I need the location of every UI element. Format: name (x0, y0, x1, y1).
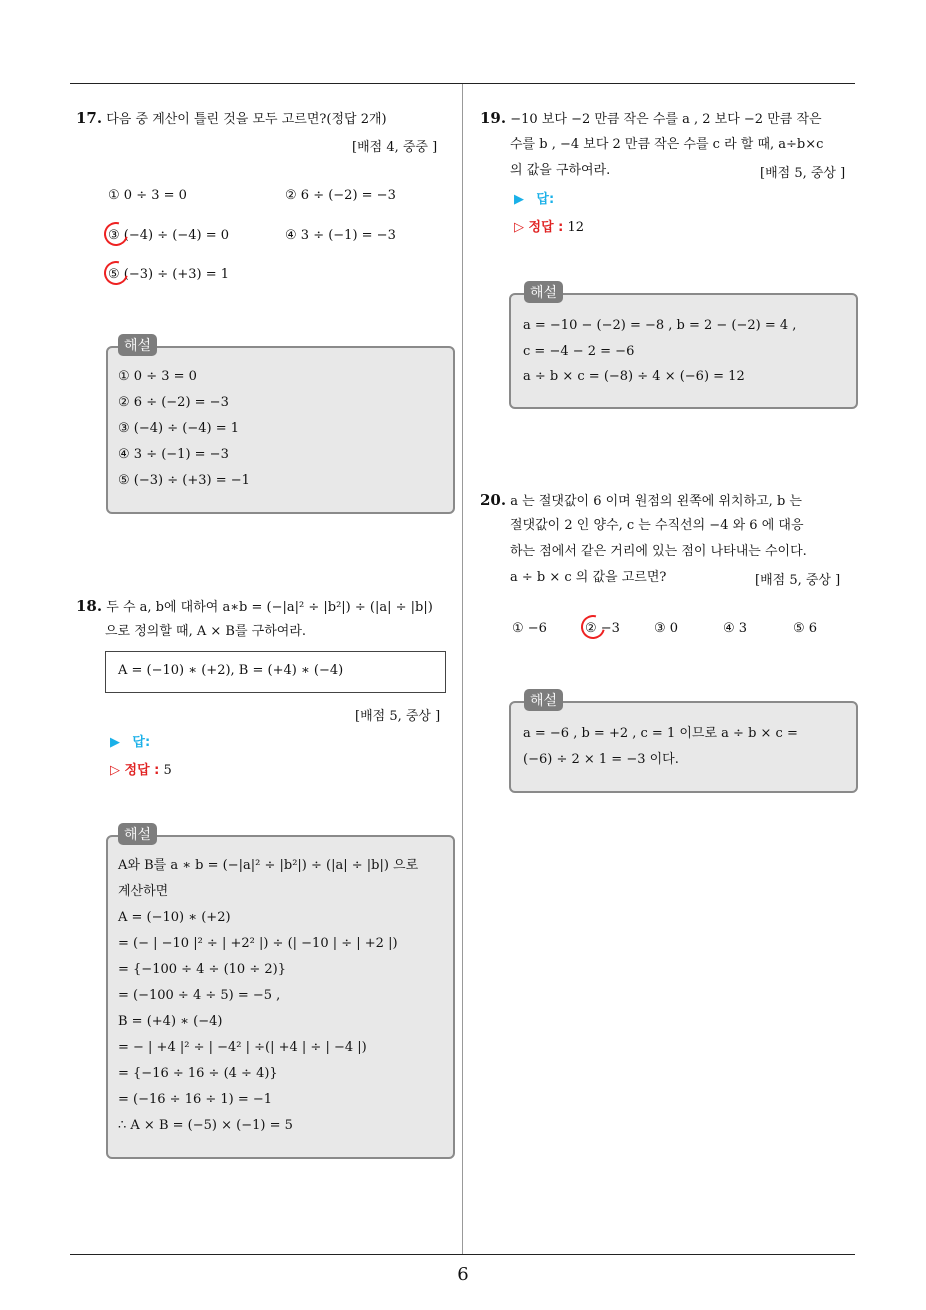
question-text: 하는 점에서 같은 거리에 있는 점이 나타내는 수이다. (510, 544, 807, 559)
solution-line: ∴ A × B = (−5) × (−1) = 5 (118, 1118, 293, 1133)
correct-answer-value: 12 (567, 220, 585, 235)
question-text: 의 값을 구하여라. (510, 163, 611, 178)
answer-mark-circle (577, 611, 610, 644)
solution-line: A = (−10) ∗ (+2) (118, 910, 231, 925)
solution-box (106, 346, 455, 514)
solution-line: A와 B를 a ∗ b = (−|a|² ÷ |b²|) ÷ (|a| ÷ |b|) 으로 (118, 858, 419, 873)
solution-line: = (−16 ÷ 16 ÷ 1) = −1 (118, 1092, 273, 1107)
answer-arrow-icon: ▶ (514, 192, 524, 207)
solution-box (106, 835, 455, 1159)
question-number: 19. (480, 109, 507, 127)
choice-5[interactable]: ⑤ (−3) ÷ (+3) = 1 (108, 267, 229, 282)
solution-line: = {−100 ÷ 4 ÷ (10 ÷ 2)} (118, 962, 286, 977)
solution-box (509, 701, 858, 793)
answer-label: 답: (536, 192, 555, 207)
solution-line: B = (+4) ∗ (−4) (118, 1014, 223, 1029)
correct-answer-label: ▷ 정답 : (514, 220, 564, 235)
question-text: a ÷ b × c 의 값을 고르면? (510, 570, 667, 585)
solution-line: a = −10 − (−2) = −8 , b = 2 − (−2) = 4 , (523, 318, 797, 333)
page-number: 6 (457, 1264, 469, 1285)
solution-line: = {−16 ÷ 16 ÷ (4 ÷ 4)} (118, 1066, 278, 1081)
choice-4[interactable]: ④ 3 ÷ (−1) = −3 (285, 228, 396, 243)
points-label: [배점 4, 중중 ] (352, 140, 438, 155)
choice-2[interactable]: ② 6 ÷ (−2) = −3 (285, 188, 396, 203)
bottom-rule (70, 1254, 855, 1255)
solution-box (509, 293, 858, 409)
column-divider (462, 84, 463, 1254)
solution-line: a ÷ b × c = (−8) ÷ 4 × (−6) = 12 (523, 369, 745, 384)
solution-tag: 해설 (118, 334, 157, 356)
solution-tag: 해설 (524, 689, 563, 711)
solution-line: 계산하면 (118, 884, 169, 899)
question-text: 수를 b , −4 보다 2 만큼 작은 수를 c 라 할 때, a÷b×c (510, 137, 824, 152)
question-number: 17. (76, 109, 103, 127)
question-text: 다음 중 계산이 틀린 것을 모두 고르면?(정답 2개) (106, 112, 387, 127)
question-text: a 는 절댓값이 6 이며 원점의 왼쪽에 위치하고, b 는 (510, 494, 802, 509)
answer-label: 답: (132, 735, 151, 750)
question-number: 20. (480, 491, 507, 509)
choice-3[interactable]: ③ (−4) ÷ (−4) = 0 (108, 228, 229, 243)
solution-line: c = −4 − 2 = −6 (523, 344, 635, 359)
solution-line: ① 0 ÷ 3 = 0 (118, 369, 197, 384)
question-number: 18. (76, 597, 103, 615)
solution-line: a = −6 , b = +2 , c = 1 이므로 a ÷ b × c = (523, 726, 798, 741)
answer-mark-circle (100, 257, 133, 290)
definition-box (105, 651, 446, 693)
solution-line: ⑤ (−3) ÷ (+3) = −1 (118, 473, 250, 488)
points-label: [배점 5, 중상 ] (760, 166, 846, 181)
points-label: [배점 5, 중상 ] (355, 709, 441, 724)
solution-line: = (− | −10 |² ÷ | +2² |) ÷ (| −10 | ÷ | +2 |) (118, 936, 398, 951)
choice-2[interactable]: ② −3 (585, 621, 620, 636)
answer-mark-circle (100, 218, 133, 251)
choice-1[interactable]: ① 0 ÷ 3 = 0 (108, 188, 187, 203)
solution-line: (−6) ÷ 2 × 1 = −3 이다. (523, 752, 679, 767)
definition-text: A = (−10) ∗ (+2), B = (+4) ∗ (−4) (118, 663, 344, 678)
solution-tag: 해설 (524, 281, 563, 303)
correct-answer-label: ▷ 정답 : (110, 763, 160, 778)
question-text: 절댓값이 2 인 양수, c 는 수직선의 −4 와 6 에 대응 (510, 518, 804, 533)
solution-line: ④ 3 ÷ (−1) = −3 (118, 447, 229, 462)
answer-arrow-icon: ▶ (110, 735, 120, 750)
solution-line: = (−100 ÷ 4 ÷ 5) = −5 , (118, 988, 281, 1003)
choice-4[interactable]: ④ 3 (723, 621, 748, 636)
solution-line: ③ (−4) ÷ (−4) = 1 (118, 421, 239, 436)
solution-tag: 해설 (118, 823, 157, 845)
choice-1[interactable]: ① −6 (512, 621, 547, 636)
points-label: [배점 5, 중상 ] (755, 573, 841, 588)
solution-line: = − | +4 |² ÷ | −4² | ÷(| +4 | ÷ | −4 |) (118, 1040, 367, 1055)
choice-5[interactable]: ⑤ 6 (793, 621, 818, 636)
question-text: −10 보다 −2 만큼 작은 수를 a , 2 보다 −2 만큼 작은 (510, 112, 822, 127)
solution-line: ② 6 ÷ (−2) = −3 (118, 395, 229, 410)
question-text: 으로 정의할 때, A × B를 구하여라. (105, 624, 307, 639)
choice-3[interactable]: ③ 0 (654, 621, 679, 636)
question-text: 두 수 a, b에 대하여 a∗b = (−|a|² ÷ |b²|) ÷ (|a| ÷ |b|) (106, 600, 433, 615)
correct-answer-value: 5 (163, 763, 172, 778)
